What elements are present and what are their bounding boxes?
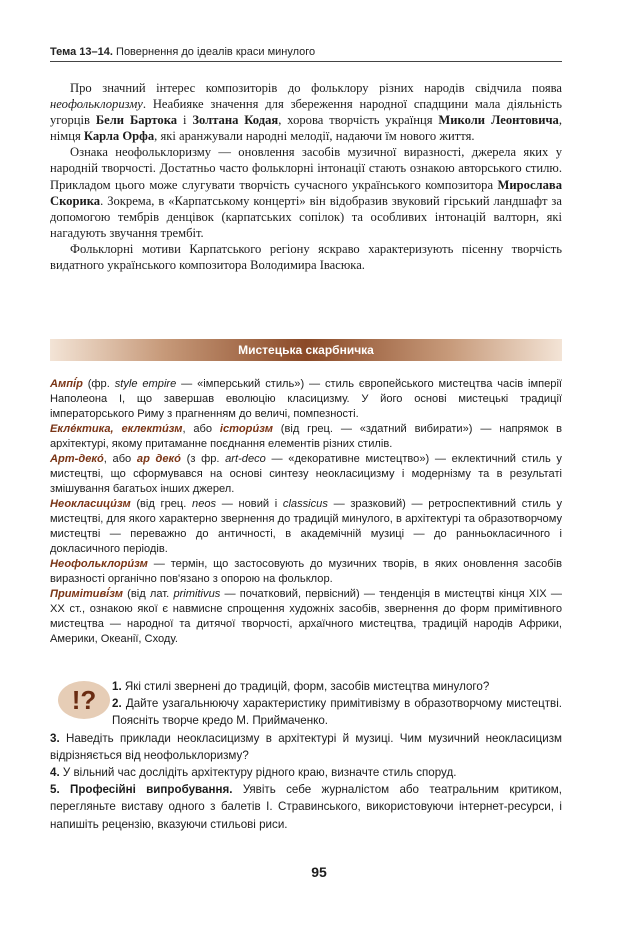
name-bartok: Бели Бартока (95, 113, 178, 128)
running-header (50, 46, 562, 62)
text-run: , або (182, 423, 220, 435)
question-heading: Професійні випробування. (59, 783, 233, 797)
question-text: Уявіть себе журналістом або театральним критиком, перегляньте виставу одного з балетів І. Стравинського, використовуючи інтернет-ресурси, і напишіть рецензію, вказуючи стильові риси. (50, 783, 562, 831)
foreign-word: primitivus (173, 588, 221, 600)
term: Примітиві́зм (50, 588, 123, 600)
text-run: — новий і (216, 498, 283, 510)
questions-block (50, 678, 562, 833)
question-number: 5. (50, 783, 60, 797)
glossary-entry-neoklasytsyzm (50, 497, 562, 557)
section-banner: Мистецька скарбничка (50, 339, 562, 361)
term: Арт-деко́ (50, 453, 104, 465)
glossary-entry-artdeko (50, 452, 562, 497)
header-topic-number: Тема 13–14. (50, 46, 113, 58)
question-text: Наведіть приклади неокласицизму в архітектурі й музиці. Чим музичний неокласицизм відрізняється від неофольклоризму? (50, 731, 562, 762)
term: Ампі́р (50, 378, 83, 390)
glossary-entry-ampir (50, 377, 562, 422)
foreign-word: style empire (114, 378, 177, 390)
text-run: , німця (50, 113, 563, 144)
intro-paragraph-1 (50, 80, 562, 144)
intro-paragraph-3: Фольклорні мотиви Карпатського регіону яскраво характеризують пісенну творчість видатного українського композитора Володимира Івасюка. (50, 241, 562, 273)
term: ар деко́ (136, 453, 181, 465)
glossary (50, 377, 562, 647)
name-orff: Карла Орфа (83, 129, 155, 144)
text-run: , які аранжували народні мелодії, надаючи їм нового життя. (154, 129, 475, 144)
text-run: Про значний інтерес композиторів до фольклору різних народів свідчила поява (70, 81, 562, 95)
foreign-word: neos (192, 498, 217, 510)
question-number: 2. (112, 697, 122, 711)
text-run: — початковий, первісний) — тенденція в мистецтві кінця XIX — XX ст., ознакою якої є навмисне спрощення художніх засобів, звернення до форм примітивного мистецтва — народної та дитячої творчості, архаїчного мистецтва, традицій народів Африки, Америки, Океанії, Сходу. (50, 588, 563, 645)
text-run: (від лат. (122, 588, 174, 600)
foreign-word: art-deco (225, 453, 266, 465)
header-topic-title: Повернення до ідеалів краси минулого (116, 46, 316, 58)
question-number: 3. (50, 731, 60, 745)
question-4 (50, 764, 562, 781)
term: Еклéктика, еклекти́зм (50, 423, 183, 435)
term: Неофольклори́зм (50, 558, 148, 570)
question-text: Які стилі звернені до традицій, форм, засобів мистецтва минулого? (121, 680, 490, 693)
text-run: (від грец. — «здатний вибирати») — напрямок в архітектурі, якому притаманне поєднання елементів різних стилів. (50, 423, 562, 450)
question-2 (112, 695, 562, 729)
question-exclamation-icon: !? (58, 681, 110, 719)
text-run: (від грец. (130, 498, 193, 510)
term: Неокласици́зм (50, 498, 131, 510)
emphasis: неофольклоризму (50, 97, 143, 112)
question-text: У вільний час дослідіть архітектуру рідного краю, визначте стиль споруд. (59, 766, 457, 780)
question-1 (112, 678, 562, 695)
text-run: (з фр. (180, 453, 226, 465)
question-5 (50, 781, 562, 833)
glossary-entry-prymityvizm (50, 587, 562, 647)
text-run: . Зокрема, в «Карпатському концерті» він відобразив звуковий гірський ландшафт за допомогою тембрів денцівок (карпатських сопілок) та особливих інтонацій валторн, які нагадують звучання трембіт. (50, 193, 562, 240)
glossary-entry-neofolkloryzm (50, 557, 562, 587)
page-number: 95 (311, 864, 327, 880)
intro-text (50, 80, 562, 273)
text-run: — зразковий) — ретроспективний стиль у мистецтві, для якого характерно звернення до традицій минулого, в архітектурі та образотворчому мистецтві — переважно до античності, в академічній музиці — до ранньокласичного і докласичного періодів. (50, 498, 562, 555)
term: істори́зм (219, 423, 273, 435)
name-leontovych: Миколи Леонтовича (438, 113, 559, 128)
text-run: , або (103, 453, 137, 465)
question-number: 1. (112, 680, 122, 693)
text-run: — «імперський стиль») — стиль європейського мистецтва часів імперії Наполеона І, що завершав еволюцію класицизму. У його основі мистецькі традиції імператорського Риму з прагненням до величі, помпезності. (50, 378, 562, 420)
text-run: — «декоративне мистецтво») — еклектичний стиль у мистецтві, що сформувався на основі синтезу неокласицизму і модернізму та в результаті змішування багатьох інших джерел. (50, 453, 562, 495)
name-skoryk: Мирослава Скорика (50, 177, 562, 208)
intro-paragraph-2 (50, 144, 562, 241)
name-kodaly: Золтана Кодая (192, 113, 279, 128)
text-run: , хорова творчість українця (278, 113, 439, 128)
text-run: . Неабияке значення для збереження народної спадщини мала діяльність угорців (50, 97, 562, 128)
text-run: і (177, 113, 193, 128)
question-number: 4. (50, 766, 60, 780)
foreign-word: classicus (282, 498, 328, 510)
glossary-entry-eklektyka (50, 422, 562, 452)
question-3 (50, 730, 562, 764)
question-text: Дайте узагальнюючу характеристику примітивізму в образотворчому мистецтві. Поясніть творче кредо М. Приймаченко. (112, 697, 562, 728)
text-run: (фр. (82, 378, 115, 390)
text-run: — термін, що застосовують до музичних творів, в яких оновлення засобів виразності органічно пов'язано з опорою на фольклор. (50, 558, 562, 585)
text-run: Ознака неофольклоризму — оновлення засобів музичної виразності, джерела яких у народній творчості. Достатньо часто фольклорні інтонації стають ознакою авторського стилю. Прикладом цього може слугувати творчість сучасного українського композитора (50, 145, 562, 192)
